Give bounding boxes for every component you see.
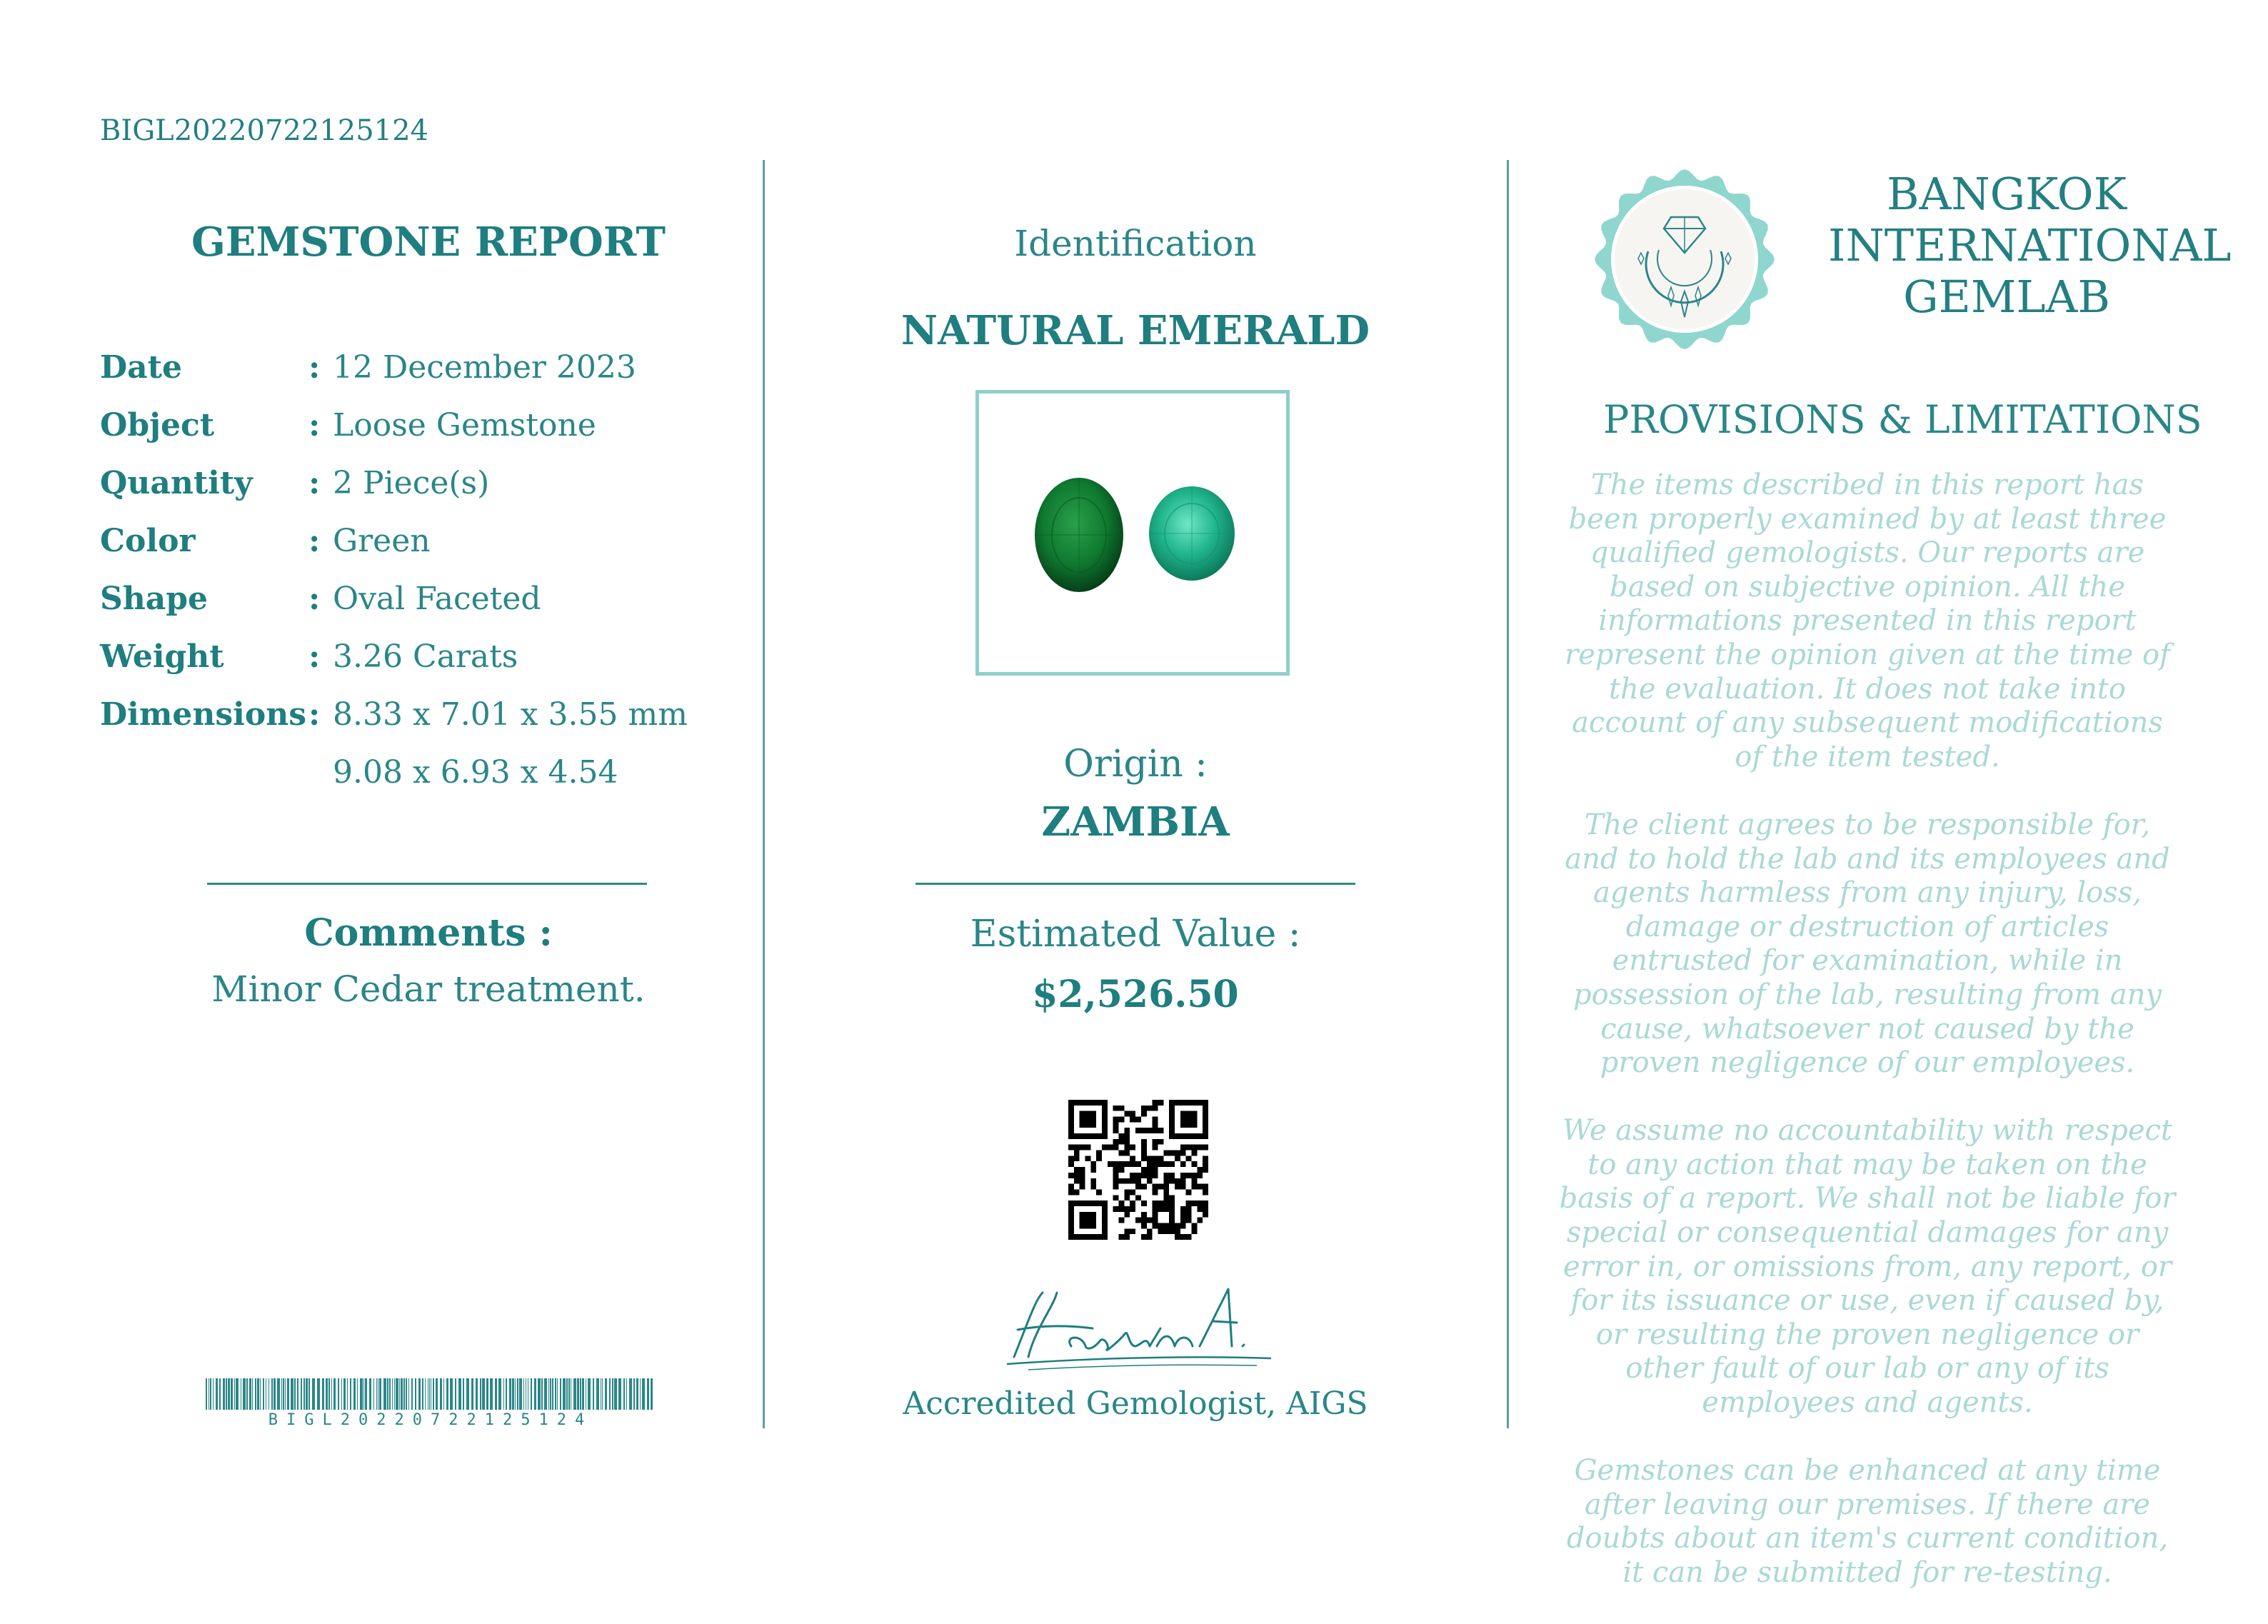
- field-value: Green: [333, 523, 431, 559]
- field-label: Date: [100, 349, 182, 386]
- field-label: Shape: [100, 581, 209, 617]
- report-title: GEMSTONE REPORT: [191, 219, 666, 266]
- field-value: Loose Gemstone: [333, 407, 596, 443]
- field-value: 3.26 Carats: [333, 638, 518, 675]
- estimated-value: $2,526.50: [1032, 973, 1239, 1016]
- field-label: Quantity: [100, 465, 253, 501]
- field-row-weight: [100, 628, 714, 686]
- provisions-paragraph: The client agrees to be responsible for, and to hold the lab and its employees and agents harmless from any injury, loss, damage or destruction of articles entrusted for examination, while in possession of the lab, resulting from any cause, whatsoever not caused by the proven negligence of our employees.: [1565, 808, 2170, 1080]
- comments-text: Minor Cedar treatment.: [211, 968, 646, 1010]
- lab-name-line: BANGKOK: [1887, 168, 2127, 220]
- gem-crescent-seal-icon: [1591, 166, 1778, 353]
- field-colon: :: [308, 465, 321, 501]
- provisions-paragraph: We assume no accountability with respect to any action that may be taken on the basis of a report. We shall not be liable for special or consequential damages for any error in, or omissions from, any report, or for its issuance or use, even if caused by, or resulting the proven negligence or other fault of our lab or any of its employees and agents.: [1559, 1114, 2176, 1420]
- emerald-image: [979, 394, 1286, 672]
- field-row-color: [100, 512, 714, 570]
- field-row-quantity: [100, 454, 714, 512]
- field-label: Weight: [100, 638, 224, 675]
- comments-divider: [207, 883, 647, 885]
- field-row-dimensions-second: [100, 743, 714, 801]
- column-divider-right: [1507, 160, 1509, 1428]
- comments-title: Comments :: [304, 911, 553, 955]
- qr-code-icon: [1068, 1100, 1208, 1240]
- report-reference-number: BIGL20220722125124: [100, 114, 428, 147]
- origin-label: Origin :: [1063, 743, 1208, 786]
- field-colon: :: [308, 581, 321, 617]
- barcode-icon: [206, 1378, 656, 1410]
- signature-caption: Accredited Gemologist, AIGS: [903, 1385, 1368, 1422]
- provisions-title: PROVISIONS & LIMITATIONS: [1603, 397, 2202, 442]
- field-row-dimensions: [100, 686, 714, 743]
- field-label: Object: [100, 407, 215, 443]
- field-colon: :: [308, 349, 321, 386]
- barcode-text: BIGL20220722125124: [268, 1411, 593, 1429]
- lab-name: [1828, 168, 2232, 323]
- provisions-text: [1557, 468, 2178, 1624]
- lab-name-line: GEMLAB: [1903, 271, 2110, 323]
- field-value: 8.33 x 7.01 x 3.55 mm: [333, 696, 688, 733]
- gemstone-photo: [975, 390, 1290, 676]
- report-fields: [100, 339, 714, 801]
- field-row-object: [100, 396, 714, 454]
- field-value: 2 Piece(s): [333, 465, 490, 501]
- field-value: Oval Faceted: [333, 581, 541, 617]
- value-divider: [915, 883, 1355, 885]
- field-label: Color: [100, 523, 196, 559]
- field-colon: :: [308, 696, 321, 733]
- provisions-paragraph: Gemstones can be enhanced at any time after leaving our premises. If there are doubts about an item's current condition, it can be submitted for re-testing.: [1566, 1454, 2169, 1589]
- identification-value: NATURAL EMERALD: [900, 307, 1370, 354]
- identification-label: Identification: [1014, 223, 1257, 264]
- field-value: 12 December 2023: [333, 349, 636, 386]
- field-label: Dimensions: [100, 696, 307, 733]
- lab-name-line: INTERNATIONAL: [1828, 219, 2232, 271]
- origin-value: ZAMBIA: [1041, 798, 1230, 846]
- field-colon: :: [308, 407, 321, 443]
- provisions-paragraph: The items described in this report has been properly examined by at least three qualified gemologists. Our reports are based on subjective opinion. All the informations presented in this report represent the opinion given at the time of the evaluation. It does not take into account of any subsequent modifications of the item tested.: [1565, 468, 2170, 773]
- field-row-date: [100, 339, 714, 396]
- field-colon: :: [308, 638, 321, 675]
- signature-image: [985, 1278, 1285, 1378]
- field-colon: :: [308, 523, 321, 559]
- estimated-value-label: Estimated Value :: [970, 913, 1301, 956]
- field-value: 9.08 x 6.93 x 4.54: [333, 754, 618, 791]
- field-row-shape: [100, 570, 714, 628]
